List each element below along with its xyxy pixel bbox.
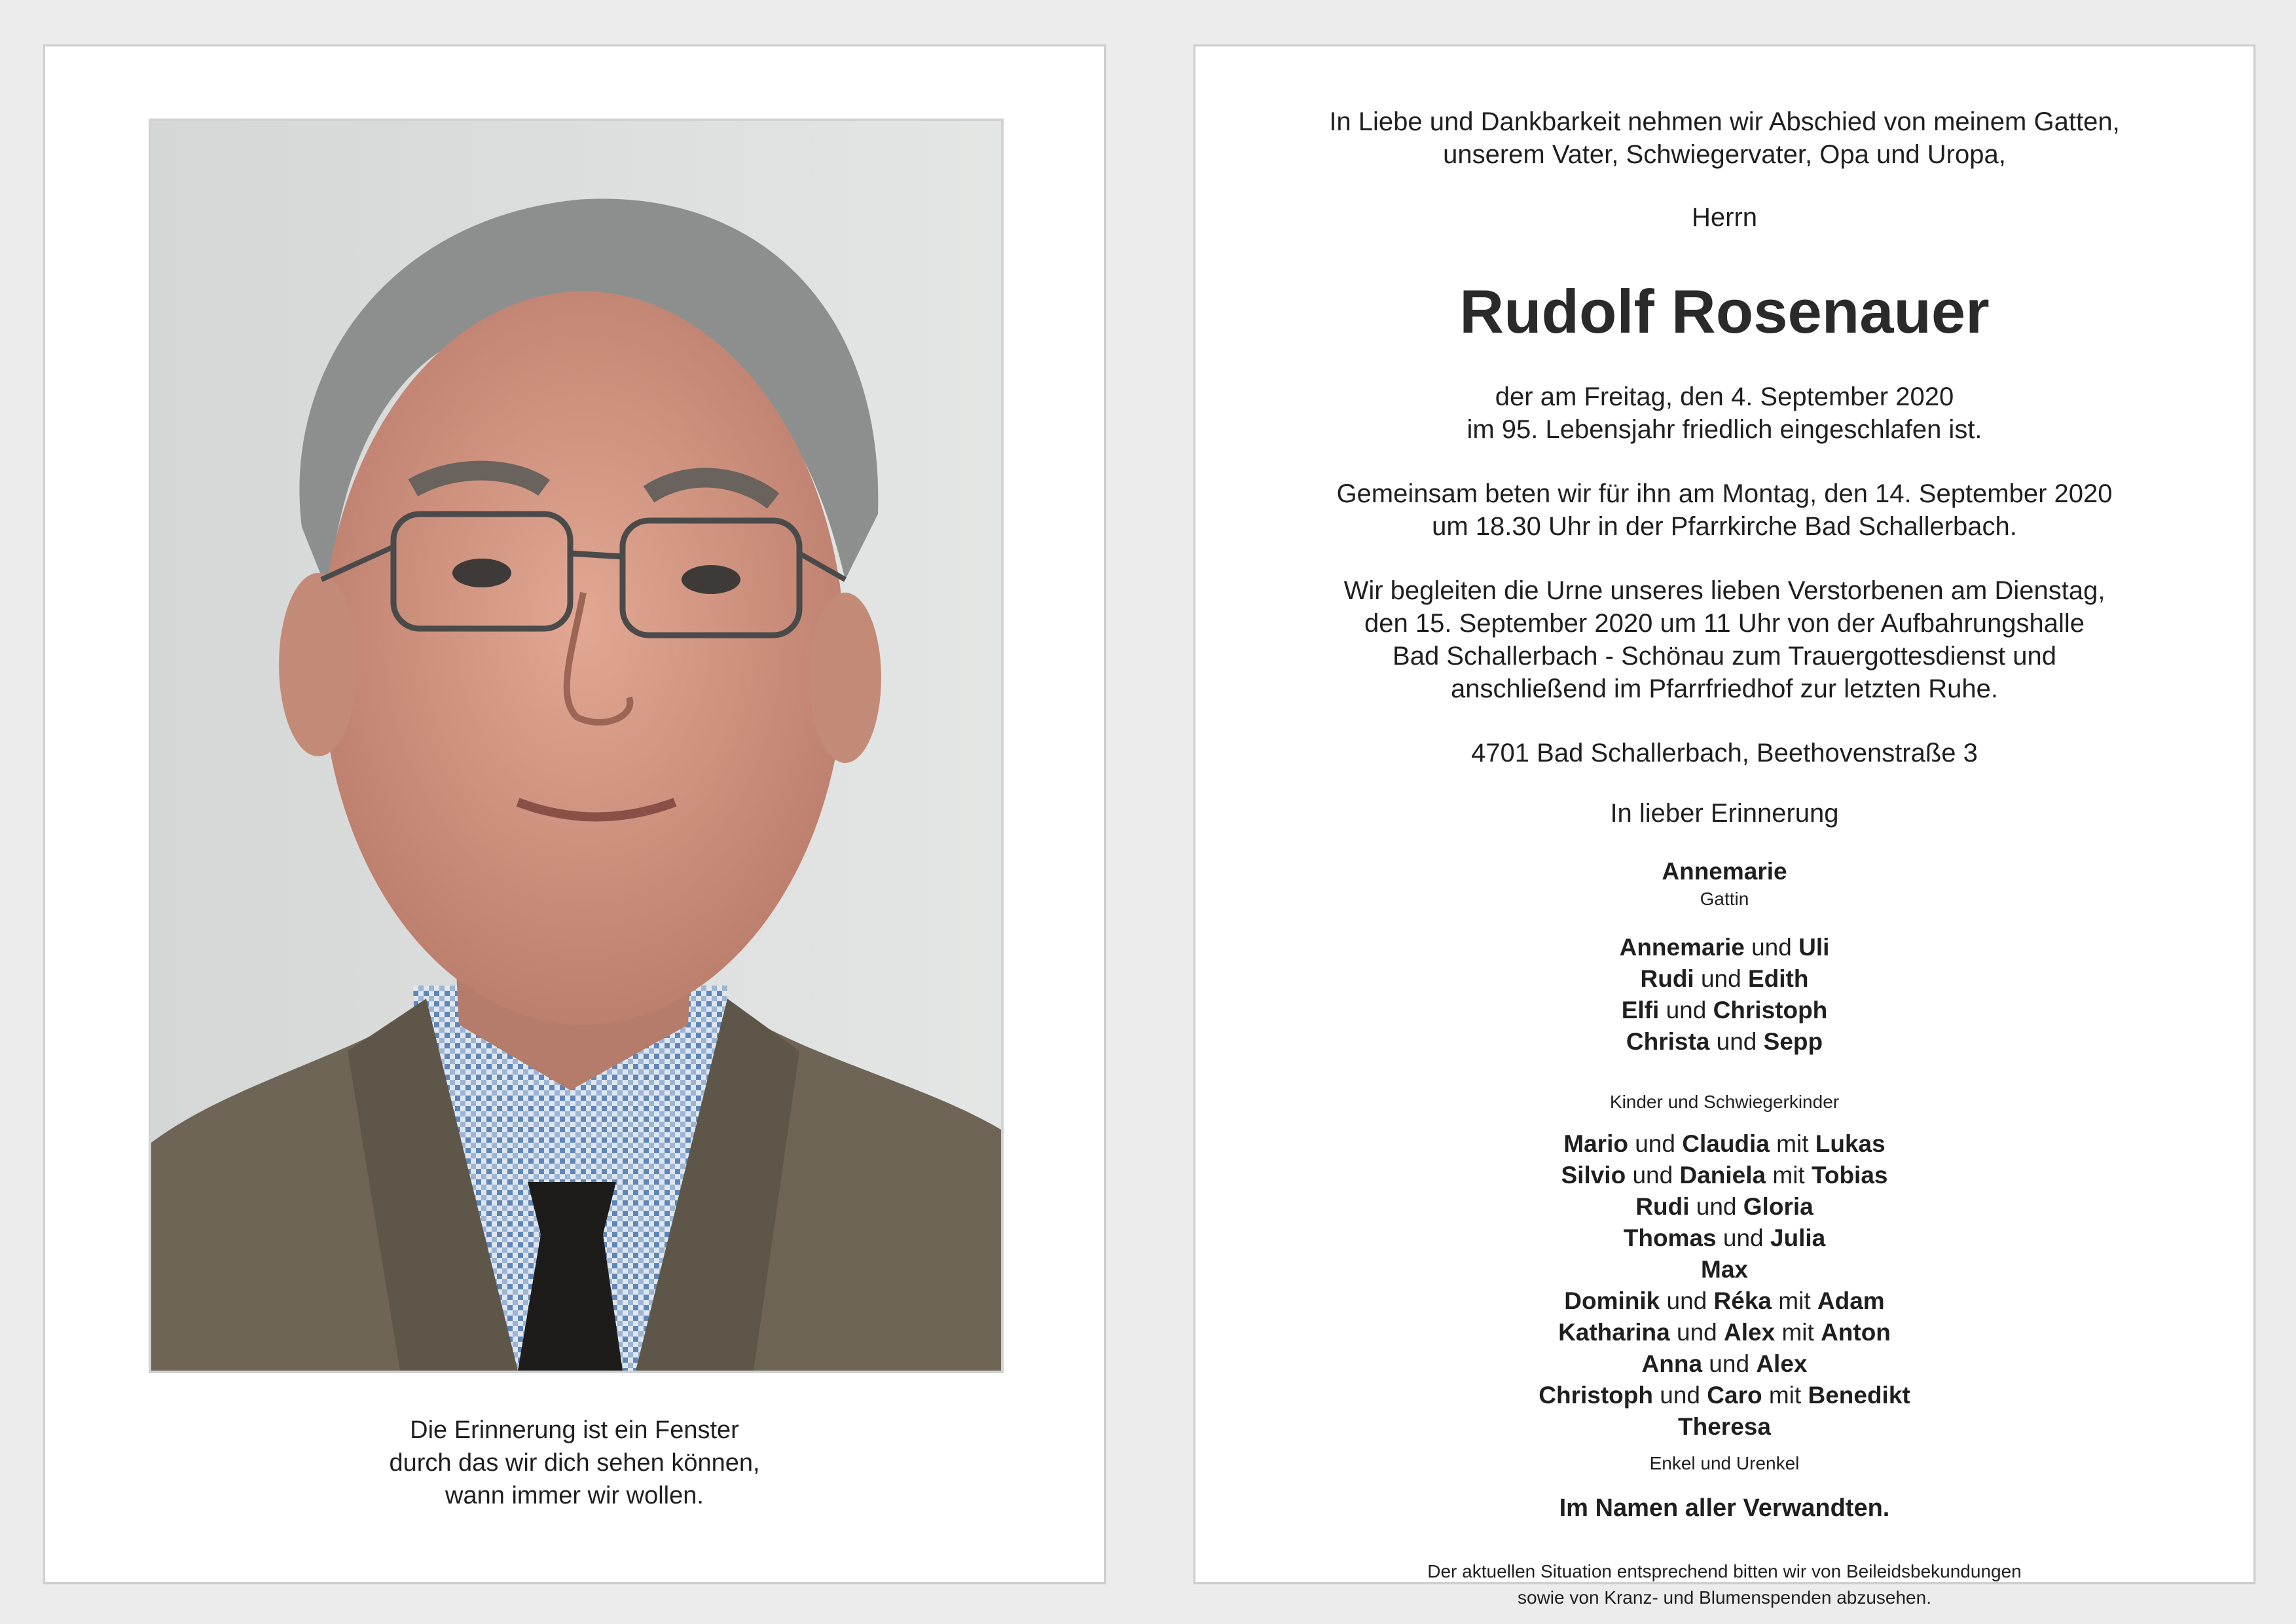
connector-word: mit — [1778, 1287, 1811, 1314]
connector-word: und — [1666, 997, 1707, 1024]
burial-line: anschließend im Pfarrfriedhof zur letzten Ruhe. — [1451, 674, 1998, 703]
family-name: Silvio — [1561, 1162, 1626, 1189]
family-name: Claudia — [1682, 1130, 1770, 1157]
prayer-line: Gemeinsam beten wir für ihn am Montag, den 14. September 2020 — [1336, 479, 2113, 508]
grandchild-line — [1195, 1348, 2253, 1380]
connector-word: und — [1700, 965, 1741, 992]
family-name: Gloria — [1743, 1193, 1813, 1220]
grandchild-line — [1195, 1411, 2253, 1443]
spouse-name: Annemarie — [1662, 858, 1787, 885]
verse-line: wann immer wir wollen. — [445, 1482, 704, 1509]
grandchild-line — [1195, 1285, 2253, 1317]
family-name: Mario — [1563, 1130, 1628, 1157]
child-couple-line — [1195, 995, 2253, 1026]
connector-word: mit — [1776, 1130, 1809, 1157]
grandchild-line — [1195, 1317, 2253, 1348]
address: 4701 Bad Schallerbach, Beethovenstraße 3 — [1471, 739, 1978, 767]
family-name: Dominik — [1564, 1287, 1660, 1314]
portrait-illustration — [151, 121, 1001, 1371]
grandchild-line — [1195, 1128, 2253, 1160]
connector-word: und — [1751, 934, 1792, 961]
grandchild-line — [1195, 1380, 2253, 1411]
connector-word: und — [1635, 1130, 1675, 1157]
family-name: Katharina — [1558, 1319, 1670, 1346]
family-name: Alex — [1756, 1350, 1808, 1377]
family-name: Theresa — [1678, 1413, 1771, 1440]
burial-line: den 15. September 2020 um 11 Uhr von der Aufbahrungshalle — [1364, 609, 2085, 638]
family-name: Sepp — [1763, 1028, 1823, 1055]
connector-word: und — [1722, 1225, 1764, 1251]
family-name: Daniela — [1679, 1162, 1766, 1189]
family-name: Max — [1701, 1256, 1748, 1283]
connector-word: mit — [1768, 1382, 1802, 1409]
intro-line: unserem Vater, Schwiegervater, Opa und Uropa, — [1443, 140, 2006, 169]
family-name: Lukas — [1815, 1130, 1886, 1157]
portrait-card — [43, 45, 1106, 1584]
deceased-name: Rudolf Rosenauer — [1459, 277, 1990, 346]
family-name: Tobias — [1812, 1162, 1888, 1189]
connector-word: und — [1666, 1287, 1707, 1314]
family-name: Anna — [1641, 1350, 1703, 1377]
burial-line: Wir begleiten die Urne unseres lieben Verstorbenen am Dienstag, — [1343, 576, 2105, 605]
connector-word: und — [1677, 1319, 1717, 1346]
connector-word: mit — [1781, 1319, 1814, 1346]
prayer-line: um 18.30 Uhr in der Pfarrkirche Bad Schallerbach. — [1432, 512, 2017, 541]
grandchild-line — [1195, 1254, 2253, 1285]
spouse-role: Gattin — [1700, 889, 1749, 909]
family-name: Anton — [1821, 1319, 1891, 1346]
family-name: Thomas — [1623, 1225, 1717, 1251]
closing-line: Im Namen aller Verwandten. — [1559, 1494, 1890, 1522]
family-name: Annemarie — [1619, 934, 1745, 961]
family-name: Benedikt — [1808, 1382, 1910, 1409]
grandchild-line — [1195, 1160, 2253, 1191]
family-name: Uli — [1798, 934, 1830, 961]
child-couple-line — [1195, 1026, 2253, 1058]
obituary-card — [1194, 45, 2255, 1608]
grandchild-line — [1195, 1223, 2253, 1254]
family-name: Rudi — [1635, 1193, 1690, 1220]
obituary-text — [1195, 46, 2253, 1608]
family-name: Christoph — [1713, 997, 1828, 1024]
intro-line: In Liebe und Dankbarkeit nehmen wir Abschied von meinem Gatten, — [1329, 107, 2120, 136]
connector-word: und — [1660, 1382, 1700, 1409]
grandchildren-role: Enkel und Urenkel — [1649, 1453, 1800, 1473]
child-couple-line — [1195, 963, 2253, 995]
remembrance-heading: In lieber Erinnerung — [1610, 799, 1839, 828]
notice-line: Der aktuellen Situation entsprechend bitten wir von Beileidsbekundungen — [1427, 1561, 2022, 1581]
portrait-photo — [149, 119, 1004, 1373]
family-name: Alex — [1724, 1319, 1776, 1346]
family-name: Elfi — [1621, 997, 1660, 1024]
salutation: Herrn — [1691, 203, 1758, 232]
connector-word: und — [1709, 1350, 1750, 1377]
connector-word: und — [1716, 1028, 1757, 1055]
grandchild-line — [1195, 1191, 2253, 1223]
family-name: Adam — [1817, 1287, 1885, 1314]
verse-line: Die Erinnerung ist ein Fenster — [410, 1416, 739, 1444]
family-name: Julia — [1770, 1225, 1826, 1251]
connector-word: und — [1696, 1193, 1737, 1220]
burial-line: Bad Schallerbach - Schönau zum Trauergottesdienst und — [1393, 642, 2056, 671]
death-line: der am Freitag, den 4. September 2020 — [1495, 382, 1954, 411]
connector-word: und — [1632, 1162, 1673, 1189]
family-name: Edith — [1748, 965, 1809, 992]
family-name: Christa — [1626, 1028, 1710, 1055]
connector-word: mit — [1772, 1162, 1805, 1189]
death-line: im 95. Lebensjahr friedlich eingeschlafen ist. — [1467, 415, 1982, 444]
family-name: Christoph — [1539, 1382, 1653, 1409]
family-name: Rudi — [1640, 965, 1694, 992]
verse-line: durch das wir dich sehen können, — [389, 1449, 760, 1477]
family-name: Réka — [1713, 1287, 1772, 1314]
notice-line: sowie von Kranz- und Blumenspenden abzusehen. — [1518, 1587, 1931, 1608]
memorial-verse — [45, 1414, 1104, 1512]
child-couple-line — [1195, 932, 2253, 963]
children-role: Kinder und Schwiegerkinder — [1609, 1092, 1840, 1112]
family-name: Caro — [1707, 1382, 1762, 1409]
